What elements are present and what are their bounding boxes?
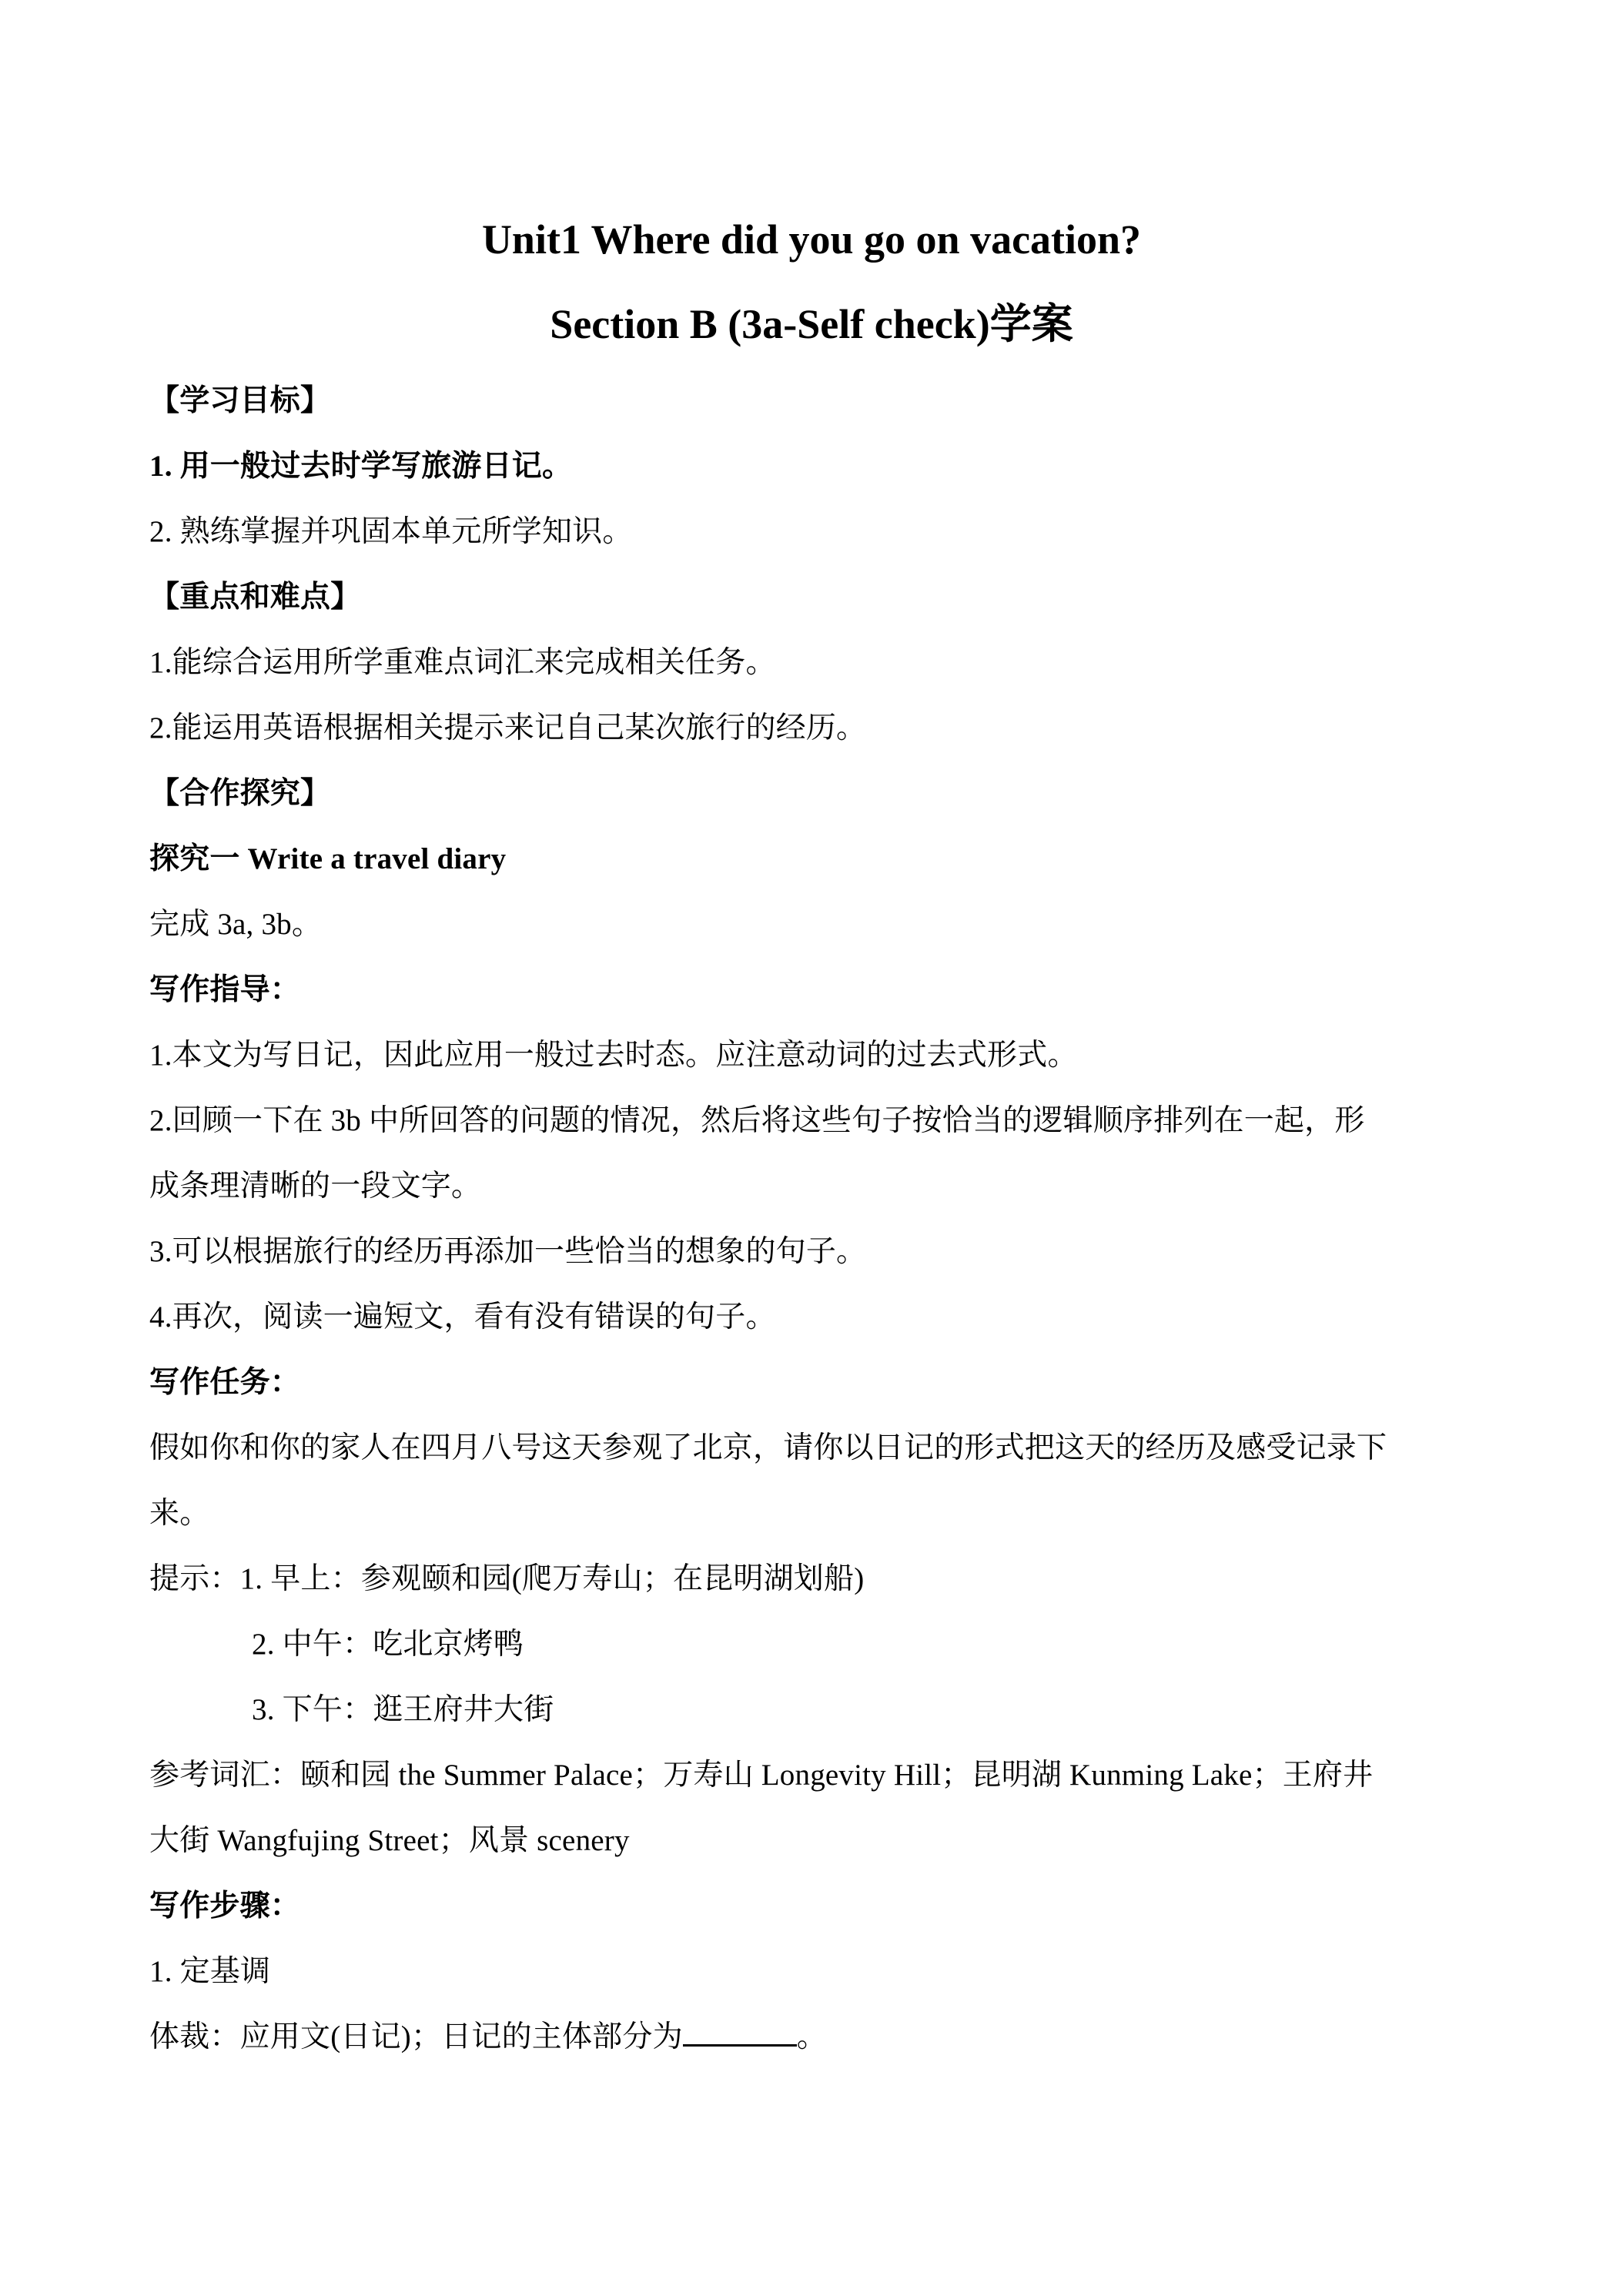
writing-guide-item: 1.本文为写日记，因此应用一般过去时态。应注意动词的过去式形式。 (149, 1039, 1078, 1072)
objectives-heading: 【学习目标】 (149, 384, 331, 417)
writing-guide-item: 2.回顾一下在 3b 中所回答的问题的情况，然后将这些句子按恰当的逻辑顺序排列在一起，形 (149, 1104, 1365, 1137)
explore-one-task: 完成 3a, 3b。 (149, 908, 323, 941)
step-title: 1. 定基调 (149, 1955, 271, 1988)
key-point-item: 1.能综合运用所学重难点词汇来完成相关任务。 (149, 646, 776, 679)
hint-item: 1. 早上：参观颐和园(爬万寿山；在昆明湖划船) (239, 1562, 865, 1595)
step-text: 体裁：应用文(日记)；日记的主体部分为 (149, 2020, 683, 2053)
key-points-heading: 【重点和难点】 (149, 581, 361, 614)
writing-task-prompt: 假如你和你的家人在四月八号这天参观了北京，请你以日记的形式把这天的经历及感受记录下 (149, 1431, 1387, 1464)
document-title: Unit1 Where did you go on vacation? (481, 216, 1142, 263)
objective-item: 2. 熟练掌握并巩固本单元所学知识。 (149, 515, 633, 548)
vocabulary-line: 参考词汇：颐和园 the Summer Palace；万寿山 Longevity Hill；昆明湖 Kunming Lake；王府井 (149, 1759, 1374, 1792)
writing-guide-heading: 写作指导： (149, 973, 301, 1006)
document-subtitle: Section B (3a-Self check)学案 (550, 301, 1073, 347)
hints-label: 提示： (149, 1562, 240, 1595)
vocabulary-line: 大街 Wangfujing Street；风景 scenery (149, 1824, 630, 1857)
writing-guide-item: 3.可以根据旅行的经历再添加一些恰当的想象的句子。 (149, 1235, 867, 1268)
hint-item: 3. 下午：逛王府井大街 (252, 1693, 554, 1726)
hint-line (149, 1546, 1481, 1612)
writing-task-prompt: 来。 (149, 1497, 210, 1530)
document-body (149, 368, 1481, 2070)
objective-item: 1. 用一般过去时学写旅游日记。 (149, 450, 573, 483)
key-point-item: 2.能运用英语根据相关提示来记自己某次旅行的经历。 (149, 711, 867, 745)
writing-task-heading: 写作任务： (149, 1366, 301, 1399)
writing-guide-item: 成条理清晰的一段文字。 (149, 1170, 482, 1203)
writing-steps-heading: 写作步骤： (149, 1889, 301, 1923)
fill-in-blank[interactable] (683, 2021, 797, 2047)
hint-item: 2. 中午：吃北京烤鸭 (252, 1628, 524, 1661)
step-text-line (149, 2004, 1481, 2070)
writing-guide-item: 4.再次，阅读一遍短文，看有没有错误的句子。 (149, 1300, 776, 1334)
explore-one-label: 探究一 Write a travel diary (149, 842, 507, 875)
step-text-end: 。 (796, 2020, 827, 2053)
cooperation-heading: 【合作探究】 (149, 777, 331, 810)
